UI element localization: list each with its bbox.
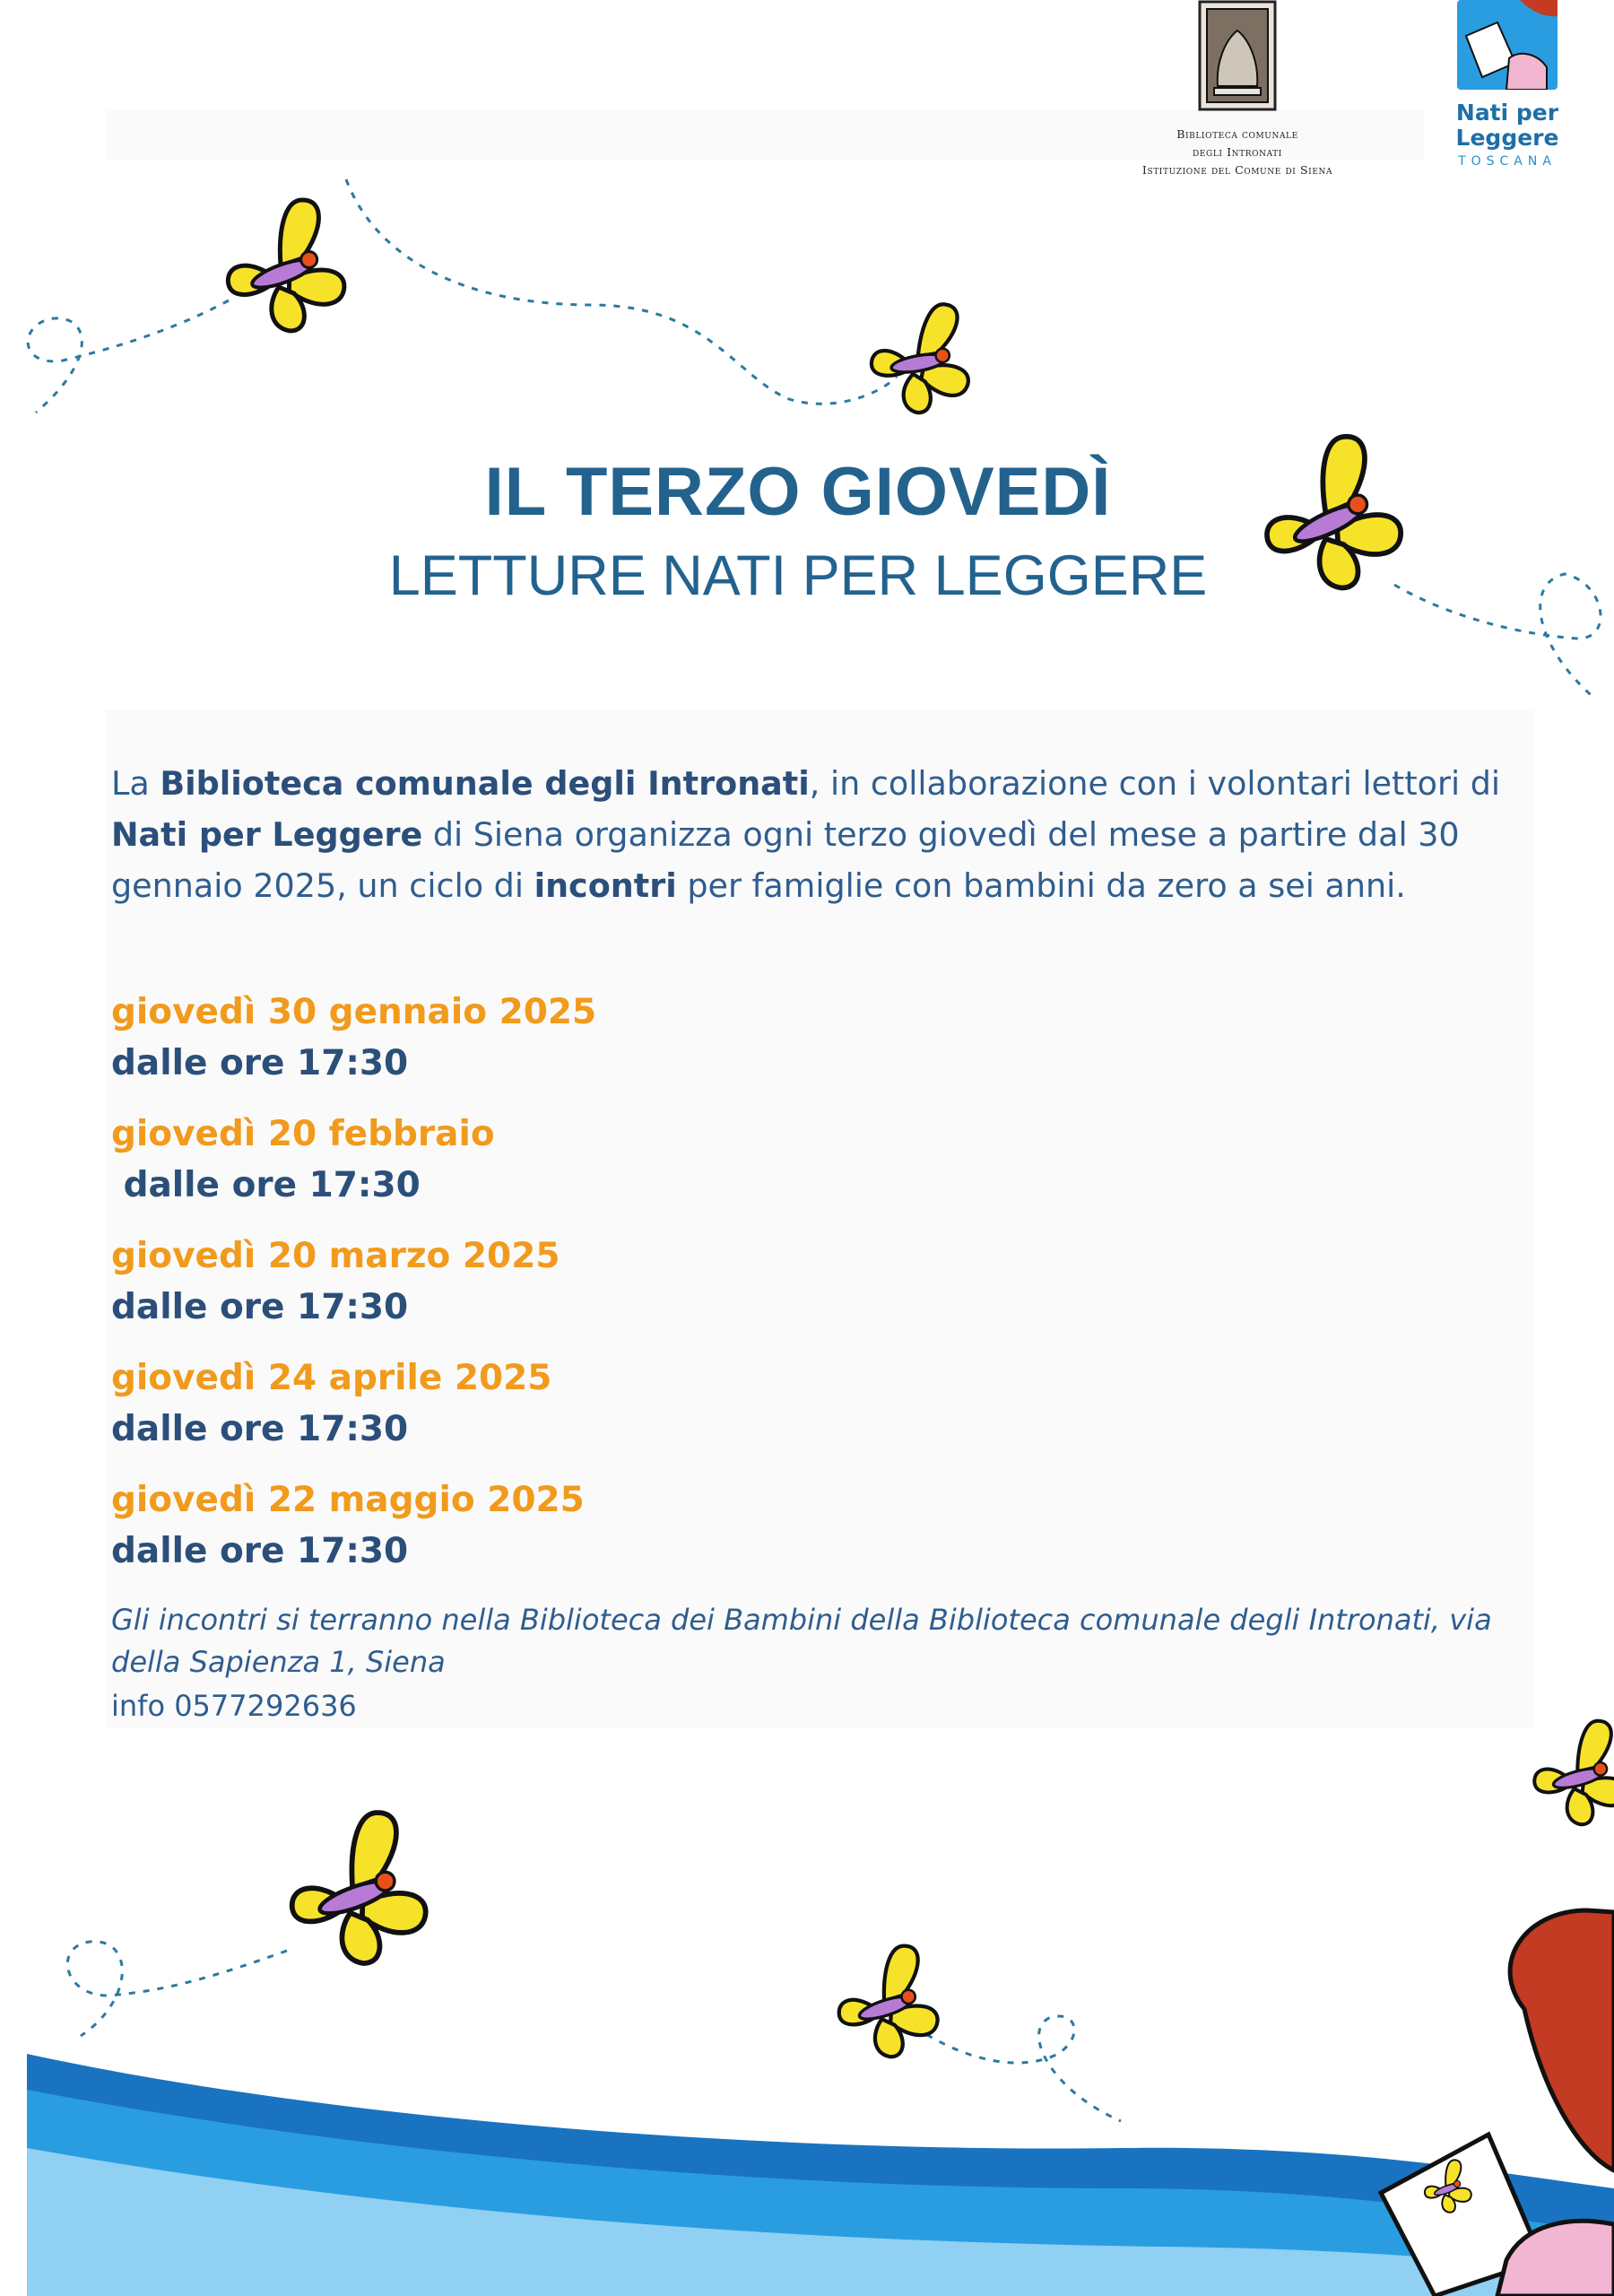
library-name-line: Istituzione del Comune di Siena [1141, 163, 1333, 177]
event-date: giovedì 20 marzo 2025 [111, 1236, 560, 1276]
event-item [111, 1474, 1098, 1577]
event-time: dalle ore 17:30 [111, 1287, 409, 1327]
event-date: giovedì 22 maggio 2025 [111, 1480, 585, 1520]
event-item [111, 1109, 1098, 1211]
info-phone: info 0577292636 [111, 1689, 357, 1723]
intro-paragraph [111, 758, 1510, 911]
library-name-line: Biblioteca comunale [1176, 127, 1298, 141]
event-item [111, 1231, 1098, 1333]
npl-logo-icon [1457, 0, 1558, 90]
library-logo [1103, 0, 1372, 179]
intro-text: La [111, 764, 161, 803]
event-date: giovedì 30 gennaio 2025 [111, 992, 597, 1032]
library-name-line: degli Intronati [1193, 145, 1282, 159]
npl-logo-text [1449, 100, 1566, 151]
npl-region: TOSCANA [1458, 154, 1557, 169]
library-name [1103, 126, 1372, 179]
event-date: giovedì 24 aprile 2025 [111, 1358, 552, 1398]
library-emblem-icon [1198, 0, 1277, 111]
npl-logo-line: Nati per [1455, 100, 1559, 126]
event-date: giovedì 20 febbraio [111, 1114, 495, 1154]
npl-logo-line: Leggere [1455, 125, 1559, 151]
event-item [111, 987, 1098, 1089]
nati-per-leggere-logo [1449, 0, 1566, 169]
intro-text: per famiglie con bambini da zero a sei anni. [676, 866, 1406, 905]
event-item [111, 1352, 1098, 1455]
location-note: Gli incontri si terranno nella Biblioteca dei Bambini della Biblioteca comunale degli Intronati, via della Sapienza 1, Siena [111, 1603, 1492, 1679]
event-time: dalle ore 17:30 [111, 1043, 409, 1083]
event-time: dalle ore 17:30 [111, 1165, 421, 1205]
intro-text: di Siena organizza ogni terzo giovedì del mese a partire dal 30 gennaio 2025, un ciclo di [111, 815, 1460, 905]
event-time: dalle ore 17:30 [111, 1531, 409, 1571]
page-subtitle: LETTURE NATI PER LEGGERE [388, 544, 1208, 607]
event-time: dalle ore 17:30 [111, 1409, 409, 1449]
intro-bold-library: Biblioteca comunale degli Intronati [160, 764, 810, 803]
intro-bold-npl: Nati per Leggere [111, 815, 423, 854]
intro-text: , in collaborazione con i volontari lettori di [809, 764, 1501, 803]
intro-bold-incontri: incontri [534, 866, 677, 905]
page-title: IL TERZO GIOVEDÌ [484, 454, 1112, 530]
event-list [111, 987, 1098, 1596]
